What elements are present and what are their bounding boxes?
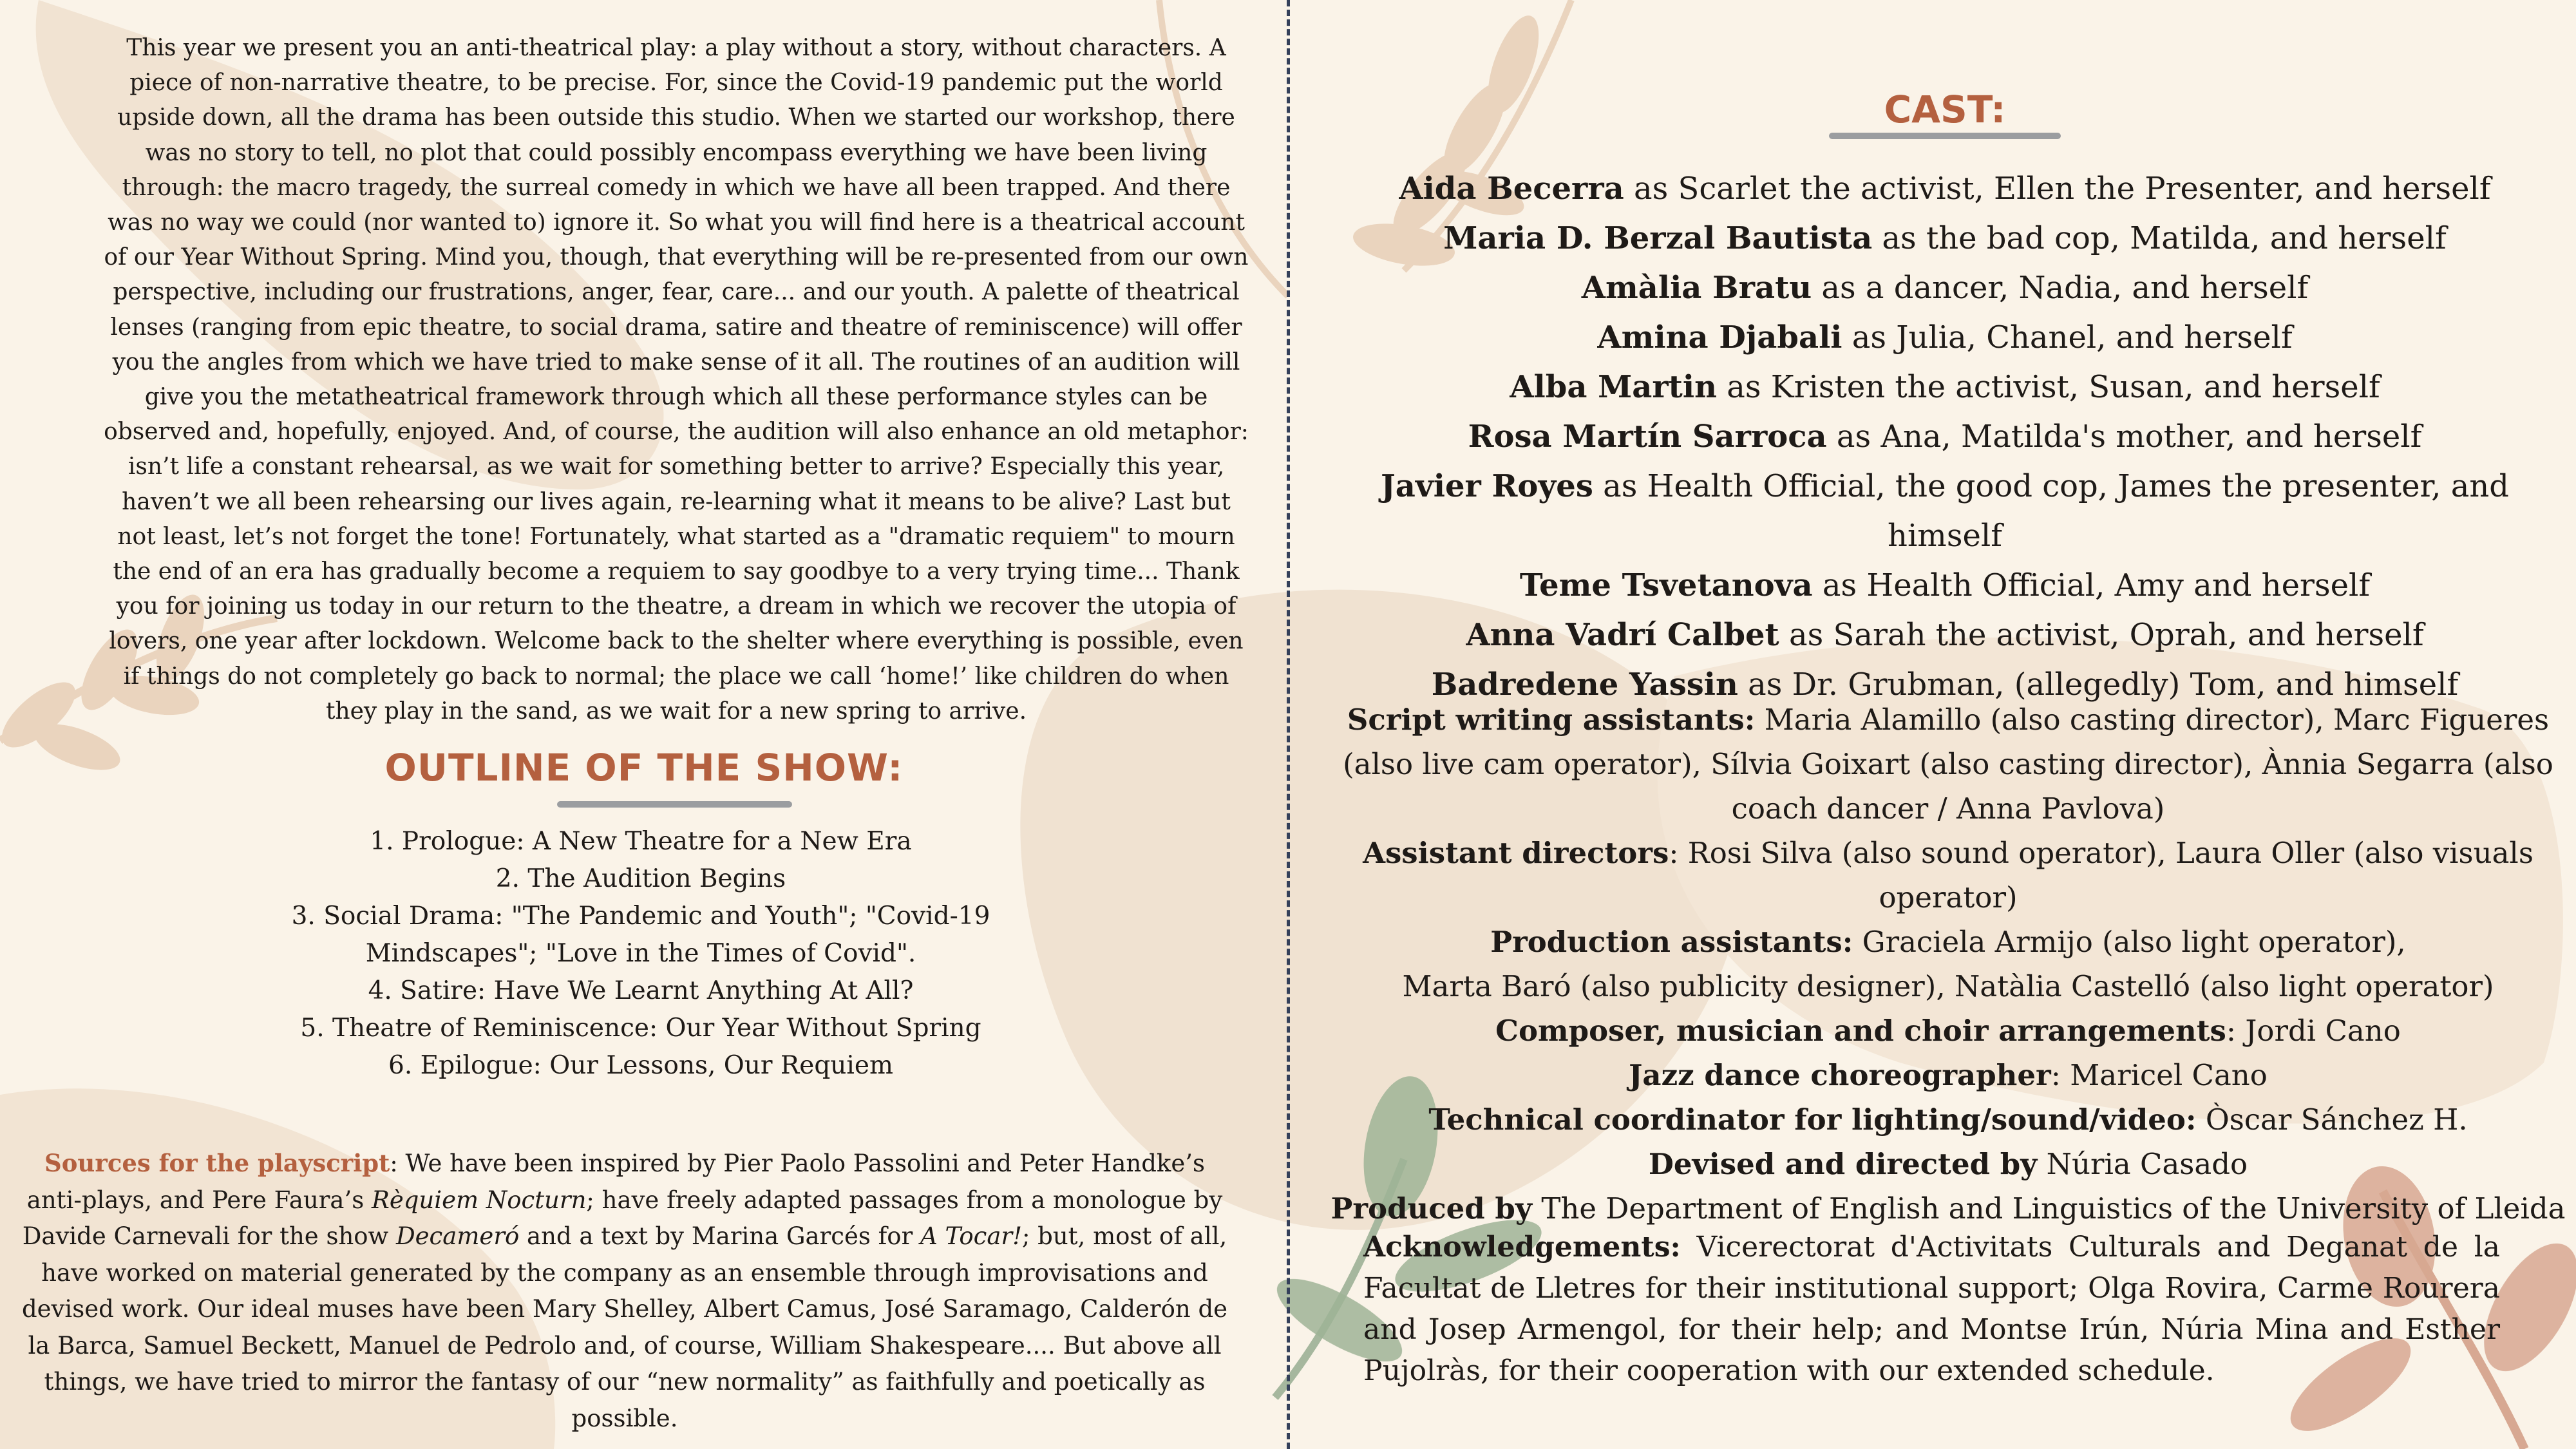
cast-member-roles: as Health Official, Amy and herself	[1812, 567, 2371, 603]
crew-text: Òscar Sánchez H.	[2196, 1103, 2468, 1137]
crew-text: : Rosi Silva (also sound operator), Laura Oller (also visuals operator)	[1669, 836, 2533, 914]
crew-credit	[1327, 1142, 2570, 1186]
crew-label: Assistant directors	[1363, 836, 1669, 870]
sources-label: Sources for the playscript	[44, 1149, 390, 1177]
cast-heading: CAST:	[1884, 88, 2006, 131]
crew-label: Jazz dance choreographer	[1629, 1058, 2051, 1092]
cast-member	[1327, 561, 2563, 611]
cast-member	[1327, 363, 2563, 412]
sources-title: Rèquiem Nocturn	[371, 1186, 587, 1214]
outline-item: 3. Social Drama: "The Pandemic and Youth"; "Covid-19 Mindscapes"; "Love in the Times of Covid".	[291, 902, 990, 968]
crew-credit	[1327, 1009, 2570, 1053]
cast-list	[1327, 164, 2563, 710]
crew-label: Produced by	[1331, 1191, 1533, 1226]
outline-item: 6. Epilogue: Our Lessons, Our Requiem	[388, 1051, 893, 1080]
sources-paragraph	[19, 1145, 1230, 1437]
cast-member-roles: as Health Official, the good cop, James the presenter, and himself	[1593, 468, 2509, 554]
page-divider	[1287, 0, 1290, 1449]
cast-member-roles: as Kristen the activist, Susan, and herself	[1716, 369, 2380, 405]
intro-paragraph: This year we present you an anti-theatrical play: a play without a story, without characters. A piece of non-narrative theatre, to be precise. For, since the Covid-19 pandemic put the world upside down, all the drama has been outside this studio. When we started our workshop, there was no story to tell, no plot that could possibly encompass everything we have been living through: the macro tragedy, the surreal comedy in which we have all been trapped. And there was no way we could (nor wanted to) ignore it. So what you will find here is a theatrical account of our Year Without Spring. Mind you, though, that everything will be re-presented from our own perspective, including our frustrations, anger, fear, care... and our youth. A palette of theatrical lenses (ranging from epic theatre, to social drama, satire and theatre of reminiscence) will offer you the angles from which we have tried to make sense of it all. The routines of an audition will give you the metatheatrical framework through which all these performance styles can be observed and, hopefully, enjoyed. And, of course, the audition will also enhance an old metaphor: isn’t life a constant rehearsal, as we wait for something better to arrive? Especially this year, haven’t we all been rehearsing our lives again, re-learning what it means to be alive? Last but not least, let’s not forget the tone! Fortunately, what started as a "dramatic requiem" to mourn the end of an era has gradually become a requiem to say goodbye to a very trying time... Thank you for joining us today in our return to the theatre, a dream in which we recover the utopia of lovers, one year after lockdown. Welcome back to the shelter where everything is possible, even if things do not completely go back to normal; the place we call ‘home!’ like children do when they play in the sand, as we wait for a new spring to arrive.	[104, 35, 1249, 724]
outline-list	[270, 823, 1011, 1084]
acknowledgements-text: Vicerectorat d'Activitats Culturals and Deganat de la Facultat de Lletres for their institutional support; Olga Rovira, Carme Rourera and Josep Armengol, for their help; and Montse Irún, Núria Mina and Esther Pujolràs, for their cooperation with our extended schedule.	[1363, 1231, 2500, 1387]
crew-credit	[1327, 920, 2570, 1009]
acknowledgements-paragraph	[1363, 1227, 2500, 1392]
cast-member-name: Alba Martin	[1510, 369, 1717, 405]
outline-heading: OUTLINE OF THE SHOW:	[384, 746, 904, 790]
crew-text: Núria Casado	[2037, 1147, 2248, 1181]
crew-credits	[1327, 697, 2570, 1231]
sources-title: A Tocar!	[920, 1222, 1022, 1250]
outline-heading-underline	[557, 801, 792, 808]
outline-item: 2. The Audition Begins	[495, 864, 786, 893]
cast-member-name: Amàlia Bratu	[1581, 270, 1812, 306]
cast-member-roles: as Sarah the activist, Oprah, and herself	[1779, 617, 2424, 653]
cast-member-name: Teme Tsvetanova	[1519, 567, 1813, 603]
crew-label: Script writing assistants:	[1347, 703, 1756, 737]
cast-member-roles: as Julia, Chanel, and herself	[1842, 319, 2293, 355]
acknowledgements-label: Acknowledgements:	[1363, 1231, 1681, 1264]
crew-text: Graciela Armijo (also light operator),	[1853, 925, 2406, 959]
cast-member-name: Javier Royes	[1381, 468, 1593, 504]
outline-item: 5. Theatre of Reminiscence: Our Year Without Spring	[300, 1014, 981, 1043]
crew-credit	[1327, 1097, 2570, 1142]
crew-text: : Jordi Cano	[2226, 1014, 2401, 1048]
crew-label: Devised and directed by	[1648, 1147, 2038, 1181]
cast-member-name: Badredene Yassin	[1431, 667, 1738, 703]
outline-item: 1. Prologue: A New Theatre for a New Era	[370, 827, 912, 856]
crew-label: Composer, musician and choir arrangements	[1495, 1014, 2226, 1048]
crew-label: Technical coordinator for lighting/sound/video:	[1428, 1103, 2197, 1137]
cast-member-roles: as the bad cop, Matilda, and herself	[1872, 220, 2447, 256]
cast-member-roles: as Scarlet the activist, Ellen the Presenter, and herself	[1624, 171, 2491, 207]
cast-member	[1327, 412, 2563, 462]
cast-member	[1327, 462, 2563, 561]
outline-item: 4. Satire: Have We Learnt Anything At All?	[368, 976, 914, 1005]
cast-member	[1327, 313, 2563, 363]
sources-text: : We have been inspired by Pier Paolo Passolini and Peter Handke’s anti-plays, and Pere Faura’s	[26, 1150, 1205, 1214]
crew-credit	[1327, 1053, 2570, 1097]
cast-member-name: Amina Djabali	[1597, 319, 1842, 355]
sources-text: ; but, most of all, have worked on material generated by the company as an ensemble through improvisations and devised work. Our ideal muses have been Mary Shelley, Albert Camus, José Saramago, Calderón de la Barca, Samuel Beckett, Manuel de Pedrolo and, of course, William Shakespeare.... But above all things, we have tried to mirror the fantasy of our “new normality” as faithfully and poetically as possible.	[21, 1222, 1228, 1432]
crew-text: : Maricel Cano	[2050, 1058, 2268, 1092]
cast-member	[1327, 214, 2563, 263]
cast-member-name: Rosa Martín Sarroca	[1468, 419, 1827, 455]
sources-title: Decameró	[396, 1222, 520, 1250]
cast-member-roles: as Dr. Grubman, (allegedly) Tom, and himself	[1738, 667, 2459, 703]
cast-heading-underline	[1829, 133, 2061, 139]
cast-member	[1327, 263, 2563, 313]
cast-member	[1327, 164, 2563, 214]
crew-credit	[1327, 831, 2570, 920]
crew-text: The Department of English and Linguistics of the University of Lleida	[1532, 1191, 2566, 1226]
sources-text: ; have freely adapted passages from a monologue by Davide Carnevali for the show	[22, 1186, 1223, 1250]
crew-credit	[1327, 1186, 2570, 1231]
crew-text: Marta Baró (also publicity designer), Natàlia Castelló (also light operator)	[1402, 969, 2494, 1003]
crew-label: Production assistants:	[1490, 925, 1853, 959]
cast-member-roles: as a dancer, Nadia, and herself	[1812, 270, 2309, 306]
crew-credit	[1327, 697, 2570, 831]
sources-text: and a text by Marina Garcés for	[519, 1222, 921, 1250]
cast-member-roles: as Ana, Matilda's mother, and herself	[1826, 419, 2422, 455]
cast-member-name: Aida Becerra	[1399, 171, 1624, 207]
cast-member-name: Anna Vadrí Calbet	[1466, 617, 1779, 653]
cast-member	[1327, 611, 2563, 660]
cast-member-name: Maria D. Berzal Bautista	[1443, 220, 1873, 256]
crew-text: Maria Alamillo (also casting director), Marc Figueres (also live cam operator), Sílvia Goixart (also casting director), Ànnia Segarra (also coach dancer / Anna Pavlova)	[1343, 703, 2553, 826]
